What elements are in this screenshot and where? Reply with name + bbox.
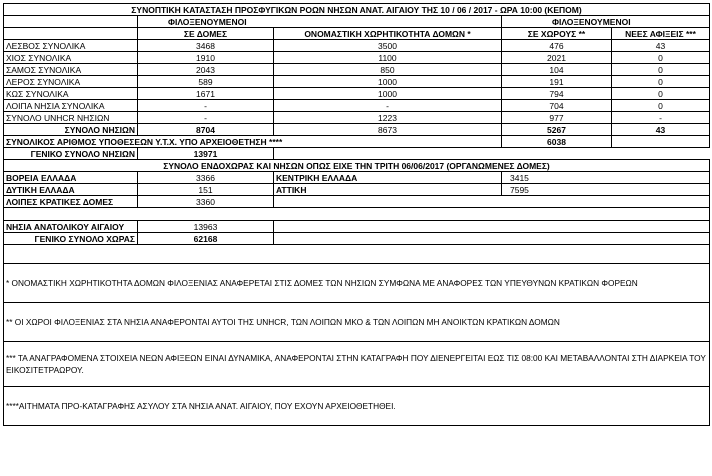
group-header-hosted-spaces: ΦΙΛΟΞΕΝΟΥΜΕΝΟΙ: [502, 16, 710, 28]
mainland-name: ΒΟΡΕΙΑ ΕΛΛΑΔΑ: [4, 172, 138, 184]
column-header-row: [4, 28, 710, 40]
mainland-name: ΚΕΝΤΡΙΚΗ ΕΛΛΑΔΑ: [274, 172, 502, 184]
mainland-value: 3366: [138, 172, 274, 184]
spacer-row: [4, 208, 710, 221]
empty-cell: [274, 233, 710, 245]
island-capacity: 1000: [274, 88, 502, 100]
note-row: [4, 387, 710, 426]
island-spaces: 704: [502, 100, 612, 112]
total-spaces: 5267: [502, 124, 612, 136]
island-row: [4, 76, 710, 88]
mainland-row: [4, 172, 710, 184]
total-islands-row: [4, 124, 710, 136]
island-spaces: 794: [502, 88, 612, 100]
mainland-value: 7595: [502, 184, 710, 196]
island-name: ΛΟΙΠΑ ΝΗΣΙΑ ΣΥΝΟΛΙΚΑ: [4, 100, 138, 112]
island-capacity: 1100: [274, 52, 502, 64]
mainland-name: ΑΤΤΙΚΗ: [274, 184, 502, 196]
aegean-islands-row: [4, 221, 710, 233]
empty-cell: [274, 196, 710, 208]
mainland-value: 151: [138, 184, 274, 196]
island-capacity: 1223: [274, 112, 502, 124]
island-spaces: 476: [502, 40, 612, 52]
asylum-row: [4, 136, 710, 148]
note-text: ** ΟΙ ΧΩΡΟΙ ΦΙΛΟΞΕΝΙΑΣ ΣΤΑ ΝΗΣΙΑ ΑΝΑΦΕΡΟΝΤΑΙ ΑΥΤΟΙ ΤΗΣ UNHCR, ΤΩΝ ΛΟΙΠΩΝ ΜΚΟ & ΤΩΝ ΛΟΙΠΩΝ ΜΗ ΑΝΟΙΚΤΩΝ ΚΡΑΤΙΚΩΝ ΔΟΜΩΝ: [4, 303, 710, 342]
note-row: [4, 303, 710, 342]
grand-islands-value: 13971: [138, 148, 274, 160]
island-spaces: 191: [502, 76, 612, 88]
island-structures: 1671: [138, 88, 274, 100]
island-structures: -: [138, 112, 274, 124]
island-spaces: 977: [502, 112, 612, 124]
island-name: ΣΑΜΟΣ ΣΥΝΟΛΙΚΑ: [4, 64, 138, 76]
refugee-flows-table: [3, 3, 710, 426]
grand-islands-row: [4, 148, 710, 160]
island-arrivals: 0: [612, 64, 710, 76]
mainland-row: [4, 184, 710, 196]
island-name: ΧΙΟΣ ΣΥΝΟΛΙΚΑ: [4, 52, 138, 64]
group-header-row: [4, 16, 710, 28]
island-capacity: 3500: [274, 40, 502, 52]
mainland-row: [4, 196, 710, 208]
island-structures: 3468: [138, 40, 274, 52]
mainland-name: ΛΟΙΠΕΣ ΚΡΑΤΙΚΕΣ ΔΟΜΕΣ: [4, 196, 138, 208]
island-row: [4, 100, 710, 112]
grand-country-label: ΓΕΝΙΚΟ ΣΥΝΟΛΟ ΧΩΡΑΣ: [4, 233, 138, 245]
island-name: ΛΕΣΒΟΣ ΣΥΝΟΛΙΚΑ: [4, 40, 138, 52]
note-row: [4, 264, 710, 303]
island-structures: 1910: [138, 52, 274, 64]
note-text: *** ΤΑ ΑΝΑΓΡΑΦΟΜΕΝΑ ΣΤΟΙΧΕΙΑ ΝΕΩΝ ΑΦΙΞΕΩΝ ΕΙΝΑΙ ΔΥΝΑΜΙΚΑ, ΑΝΑΦΕΡΟΝΤΑΙ ΣΤΗΝ ΚΑΤΑΓΡΑΦΗ ΠΟΥ ΔΙΕΝΕΡΓΕΙΤΑΙ ΕΩΣ ΤΙΣ 08:00 ΚΑΙ ΜΕΤΑΒΑΛΛΟΝΤΑΙ ΣΤΗ ΔΙΑΡΚΕΙΑ ΤΟΥ ΕΙΚΟΣΙΤΕΤΡΑΩΡΟΥ.: [4, 342, 710, 387]
island-structures: 589: [138, 76, 274, 88]
asylum-stars: ****: [269, 136, 283, 147]
island-capacity: 850: [274, 64, 502, 76]
col-header-structures: ΣΕ ΔΟΜΕΣ: [138, 28, 274, 40]
empty-cell: [4, 245, 710, 264]
title-row: [4, 4, 710, 16]
island-row: [4, 88, 710, 100]
island-name: ΣΥΝΟΛΟ UNHCR ΝΗΣΙΩΝ: [4, 112, 138, 124]
note-row: [4, 342, 710, 387]
total-structures: 8704: [138, 124, 274, 136]
empty-cell: [4, 16, 138, 28]
island-spaces: 104: [502, 64, 612, 76]
report-document: [3, 3, 709, 426]
asylum-label-cell: [4, 136, 502, 148]
island-row: [4, 40, 710, 52]
island-arrivals: 0: [612, 88, 710, 100]
col-header-spaces: ΣΕ ΧΩΡΟΥΣ **: [502, 28, 612, 40]
col-header-arrivals: ΝΕΕΣ ΑΦΙΞΕΙΣ ***: [612, 28, 710, 40]
island-structures: -: [138, 100, 274, 112]
total-capacity: 8673: [274, 124, 502, 136]
group-header-hosted-structures: ΦΙΛΟΞΕΝΟΥΜΕΝΟΙ: [138, 16, 502, 28]
report-title: ΣΥΝΟΠΤΙΚΗ ΚΑΤΑΣΤΑΣΗ ΠΡΟΣΦΥΓΙΚΩΝ ΡΟΩΝ ΝΗΣΩΝ ΑΝΑΤ. ΑΙΓΑΙΟΥ ΤΗΣ 10 / 06 / 2017 - ΩΡΑ 10:00 (ΚΕΠΟΜ): [4, 4, 710, 16]
total-arrivals: 43: [612, 124, 710, 136]
asylum-label: ΣΥΝΟΛΙΚΟΣ ΑΡΙΘΜΟΣ ΥΠΟΘΕΣΕΩΝ Υ.Τ.Χ. ΥΠΟ ΑΡΧΕΙΟΘΕΤΗΣΗ: [6, 136, 267, 147]
mainland-value: 3415: [502, 172, 710, 184]
col-header-capacity: ΟΝΟΜΑΣΤΙΚΗ ΧΩΡΗΤΙΚΟΤΗΤΑ ΔΟΜΩΝ *: [274, 28, 502, 40]
grand-islands-label: ΓΕΝΙΚΟ ΣΥΝΟΛΟ ΝΗΣΙΩΝ: [4, 148, 138, 160]
island-row: [4, 52, 710, 64]
aegean-islands-label: ΝΗΣΙΑ ΑΝΑΤΟΛΙΚΟΥ ΑΙΓΑΙΟΥ: [4, 221, 138, 233]
spacer-row: [4, 245, 710, 264]
island-name: ΛΕΡΟΣ ΣΥΝΟΛΙΚΑ: [4, 76, 138, 88]
aegean-islands-value: 13963: [138, 221, 274, 233]
island-arrivals: 43: [612, 40, 710, 52]
note-text: ****ΑΙΤΗΜΑΤΑ ΠΡΟ-ΚΑΤΑΓΡΑΦΗΣ ΑΣΥΛΟΥ ΣΤΑ ΝΗΣΙΑ ΑΝΑΤ. ΑΙΓΑΙΟΥ, ΠΟΥ ΕΧΟΥΝ ΑΡΧΕΙΟΘΕΤΗΘΕΙ.: [4, 387, 710, 426]
island-arrivals: -: [612, 112, 710, 124]
island-structures: 2043: [138, 64, 274, 76]
island-capacity: -: [274, 100, 502, 112]
island-arrivals: 0: [612, 52, 710, 64]
empty-cell: [274, 221, 710, 233]
island-row: [4, 112, 710, 124]
mainland-title: ΣΥΝΟΛΟ ΕΝΔΟΧΩΡΑΣ ΚΑΙ ΝΗΣΩΝ ΟΠΩΣ ΕΙΧΕ ΤΗΝ ΤΡΙΤΗ 06/06/2017 (ΟΡΓΑΝΩΜΕΝΕΣ ΔΟΜΕΣ): [4, 160, 710, 172]
island-row: [4, 64, 710, 76]
island-capacity: 1000: [274, 76, 502, 88]
mainland-name: ΔΥΤΙΚΗ ΕΛΛΑΔΑ: [4, 184, 138, 196]
grand-country-value: 62168: [138, 233, 274, 245]
note-text: * ΟΝΟΜΑΣΤΙΚΗ ΧΩΡΗΤΙΚΟΤΗΤΑ ΔΟΜΩΝ ΦΙΛΟΞΕΝΙΑΣ ΑΝΑΦΕΡΕΤΑΙ ΣΤΙΣ ΔΟΜΕΣ ΤΩΝ ΝΗΣΙΩΝ ΣΥΜΦΩΝΑ ΜΕ ΑΝΑΦΟΡΕΣ ΤΩΝ ΥΠΕΥΘΥΝΩΝ ΚΡΑΤΙΚΩΝ ΦΟΡΕΩΝ: [4, 264, 710, 303]
empty-cell: [274, 148, 710, 160]
empty-cell: [4, 208, 710, 221]
mainland-title-row: [4, 160, 710, 172]
empty-cell: [612, 136, 710, 148]
empty-cell: [4, 28, 138, 40]
mainland-value: 3360: [138, 196, 274, 208]
island-name: ΚΩΣ ΣΥΝΟΛΙΚΑ: [4, 88, 138, 100]
island-spaces: 2021: [502, 52, 612, 64]
grand-country-row: [4, 233, 710, 245]
total-islands-label: ΣΥΝΟΛΟ ΝΗΣΙΩΝ: [4, 124, 138, 136]
island-arrivals: 0: [612, 100, 710, 112]
asylum-value: 6038: [502, 136, 612, 148]
island-arrivals: 0: [612, 76, 710, 88]
